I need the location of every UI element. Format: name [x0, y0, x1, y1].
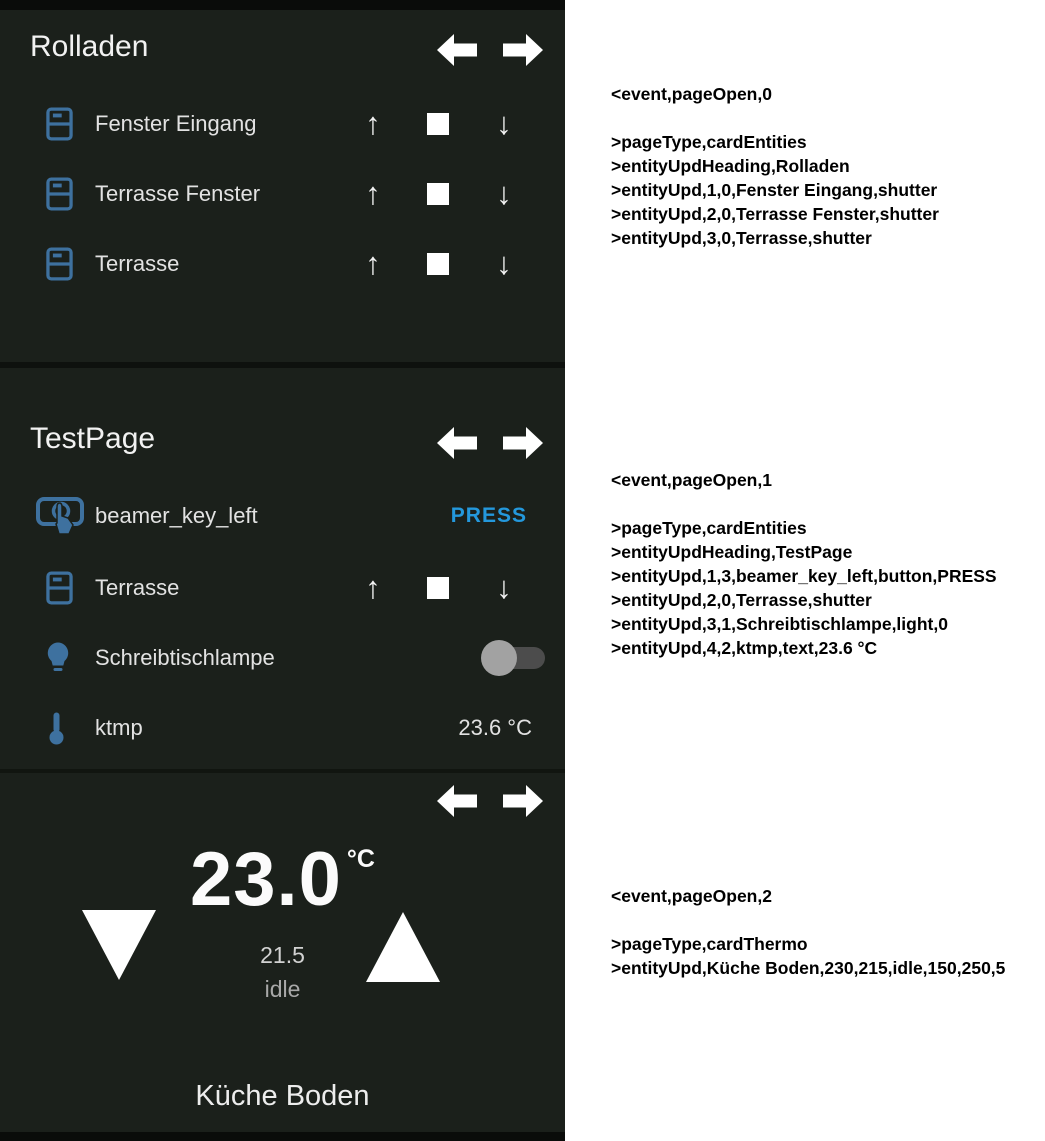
sensor-value: 23.6 °C	[458, 715, 532, 740]
entity-label: Fenster Eingang	[95, 111, 257, 136]
shutter-stop-button[interactable]	[427, 183, 449, 205]
shutter-icon	[46, 248, 73, 281]
page-title: TestPage	[30, 422, 156, 455]
shutter-down-button[interactable]: ↓	[496, 106, 512, 141]
shutter-down-button[interactable]: ↓	[496, 176, 512, 211]
entity-row	[0, 636, 565, 680]
page-navigation	[437, 425, 543, 461]
protocol-event-line: <event,pageOpen,2	[611, 886, 772, 906]
shutter-down-button[interactable]: ↓	[496, 570, 512, 605]
protocol-block-page2	[611, 884, 1005, 980]
blank-line	[611, 908, 1005, 932]
temperature-value: 23.0	[190, 837, 342, 922]
light-toggle-switch[interactable]	[481, 640, 545, 676]
blank-line	[611, 492, 997, 516]
entity-label: Terrasse	[95, 575, 180, 600]
thermometer-icon	[48, 711, 65, 745]
protocol-line: >entityUpd,1,3,beamer_key_left,button,PRESS	[611, 566, 997, 586]
shutter-stop-button[interactable]	[427, 577, 449, 599]
shutter-up-button[interactable]: ↑	[365, 106, 381, 141]
shutter-down-button[interactable]: ↓	[496, 246, 512, 281]
entity-label: Terrasse Fenster	[95, 181, 261, 206]
thermostat-title: Küche Boden	[195, 1080, 370, 1112]
entity-row	[0, 706, 565, 750]
screenshot-seam	[0, 769, 565, 773]
protocol-line: >entityUpd,3,1,Schreibtischlampe,light,0	[611, 614, 948, 634]
protocol-line: >entityUpd,1,0,Fenster Eingang,shutter	[611, 180, 938, 200]
protocol-event-line: <event,pageOpen,1	[611, 470, 772, 490]
protocol-line: >entityUpd,2,0,Terrasse Fenster,shutter	[611, 204, 939, 224]
shutter-icon	[46, 572, 73, 605]
page-navigation	[437, 783, 543, 819]
shutter-stop-button[interactable]	[427, 253, 449, 275]
entity-label: ktmp	[95, 715, 143, 740]
gesture-tap-button-icon	[36, 495, 84, 537]
shutter-up-button[interactable]: ↑	[365, 176, 381, 211]
blank-line	[611, 106, 939, 130]
hvac-state: idle	[264, 976, 301, 1002]
nav-next-icon[interactable]	[503, 425, 543, 461]
entity-label: Terrasse	[95, 251, 180, 276]
entity-label: Schreibtischlampe	[95, 645, 275, 670]
toggle-knob	[481, 640, 517, 676]
nav-next-icon[interactable]	[503, 783, 543, 819]
entity-row	[0, 566, 565, 610]
protocol-line: >entityUpd,3,0,Terrasse,shutter	[611, 228, 872, 248]
shutter-stop-button[interactable]	[427, 113, 449, 135]
screen-edge	[0, 1132, 565, 1141]
nav-previous-icon[interactable]	[437, 425, 477, 461]
protocol-line: >pageType,cardEntities	[611, 132, 807, 152]
protocol-event-line: <event,pageOpen,0	[611, 84, 772, 104]
protocol-line: >entityUpdHeading,TestPage	[611, 542, 853, 562]
nav-next-icon[interactable]	[503, 32, 543, 68]
protocol-line: >pageType,cardEntities	[611, 518, 807, 538]
target-temperature: 21.5	[260, 942, 305, 968]
entity-label: beamer_key_left	[95, 503, 258, 528]
entity-row	[0, 242, 565, 286]
nav-previous-icon[interactable]	[437, 32, 477, 68]
screen-edge	[0, 0, 565, 10]
shutter-icon	[46, 108, 73, 141]
protocol-line: >entityUpdHeading,Rolladen	[611, 156, 850, 176]
shutter-icon	[46, 178, 73, 211]
shutter-up-button[interactable]: ↑	[365, 570, 381, 605]
screenshot-seam	[0, 362, 565, 368]
page-navigation	[437, 32, 543, 68]
entity-row	[0, 102, 565, 146]
press-button[interactable]: PRESS	[450, 504, 527, 527]
protocol-line: >pageType,cardThermo	[611, 934, 808, 954]
shutter-up-button[interactable]: ↑	[365, 246, 381, 281]
protocol-line: >entityUpd,4,2,ktmp,text,23.6 °C	[611, 638, 878, 658]
entity-row	[0, 494, 565, 538]
protocol-line: >entityUpd,Küche Boden,230,215,idle,150,250,5	[611, 958, 1006, 978]
protocol-block-page1	[611, 468, 997, 660]
nav-previous-icon[interactable]	[437, 783, 477, 819]
protocol-line: >entityUpd,2,0,Terrasse,shutter	[611, 590, 872, 610]
protocol-block-page0	[611, 82, 939, 250]
temperature-unit: °C	[346, 845, 375, 873]
entity-row	[0, 172, 565, 216]
page-title: Rolladen	[30, 30, 149, 63]
lightbulb-icon	[46, 642, 70, 675]
